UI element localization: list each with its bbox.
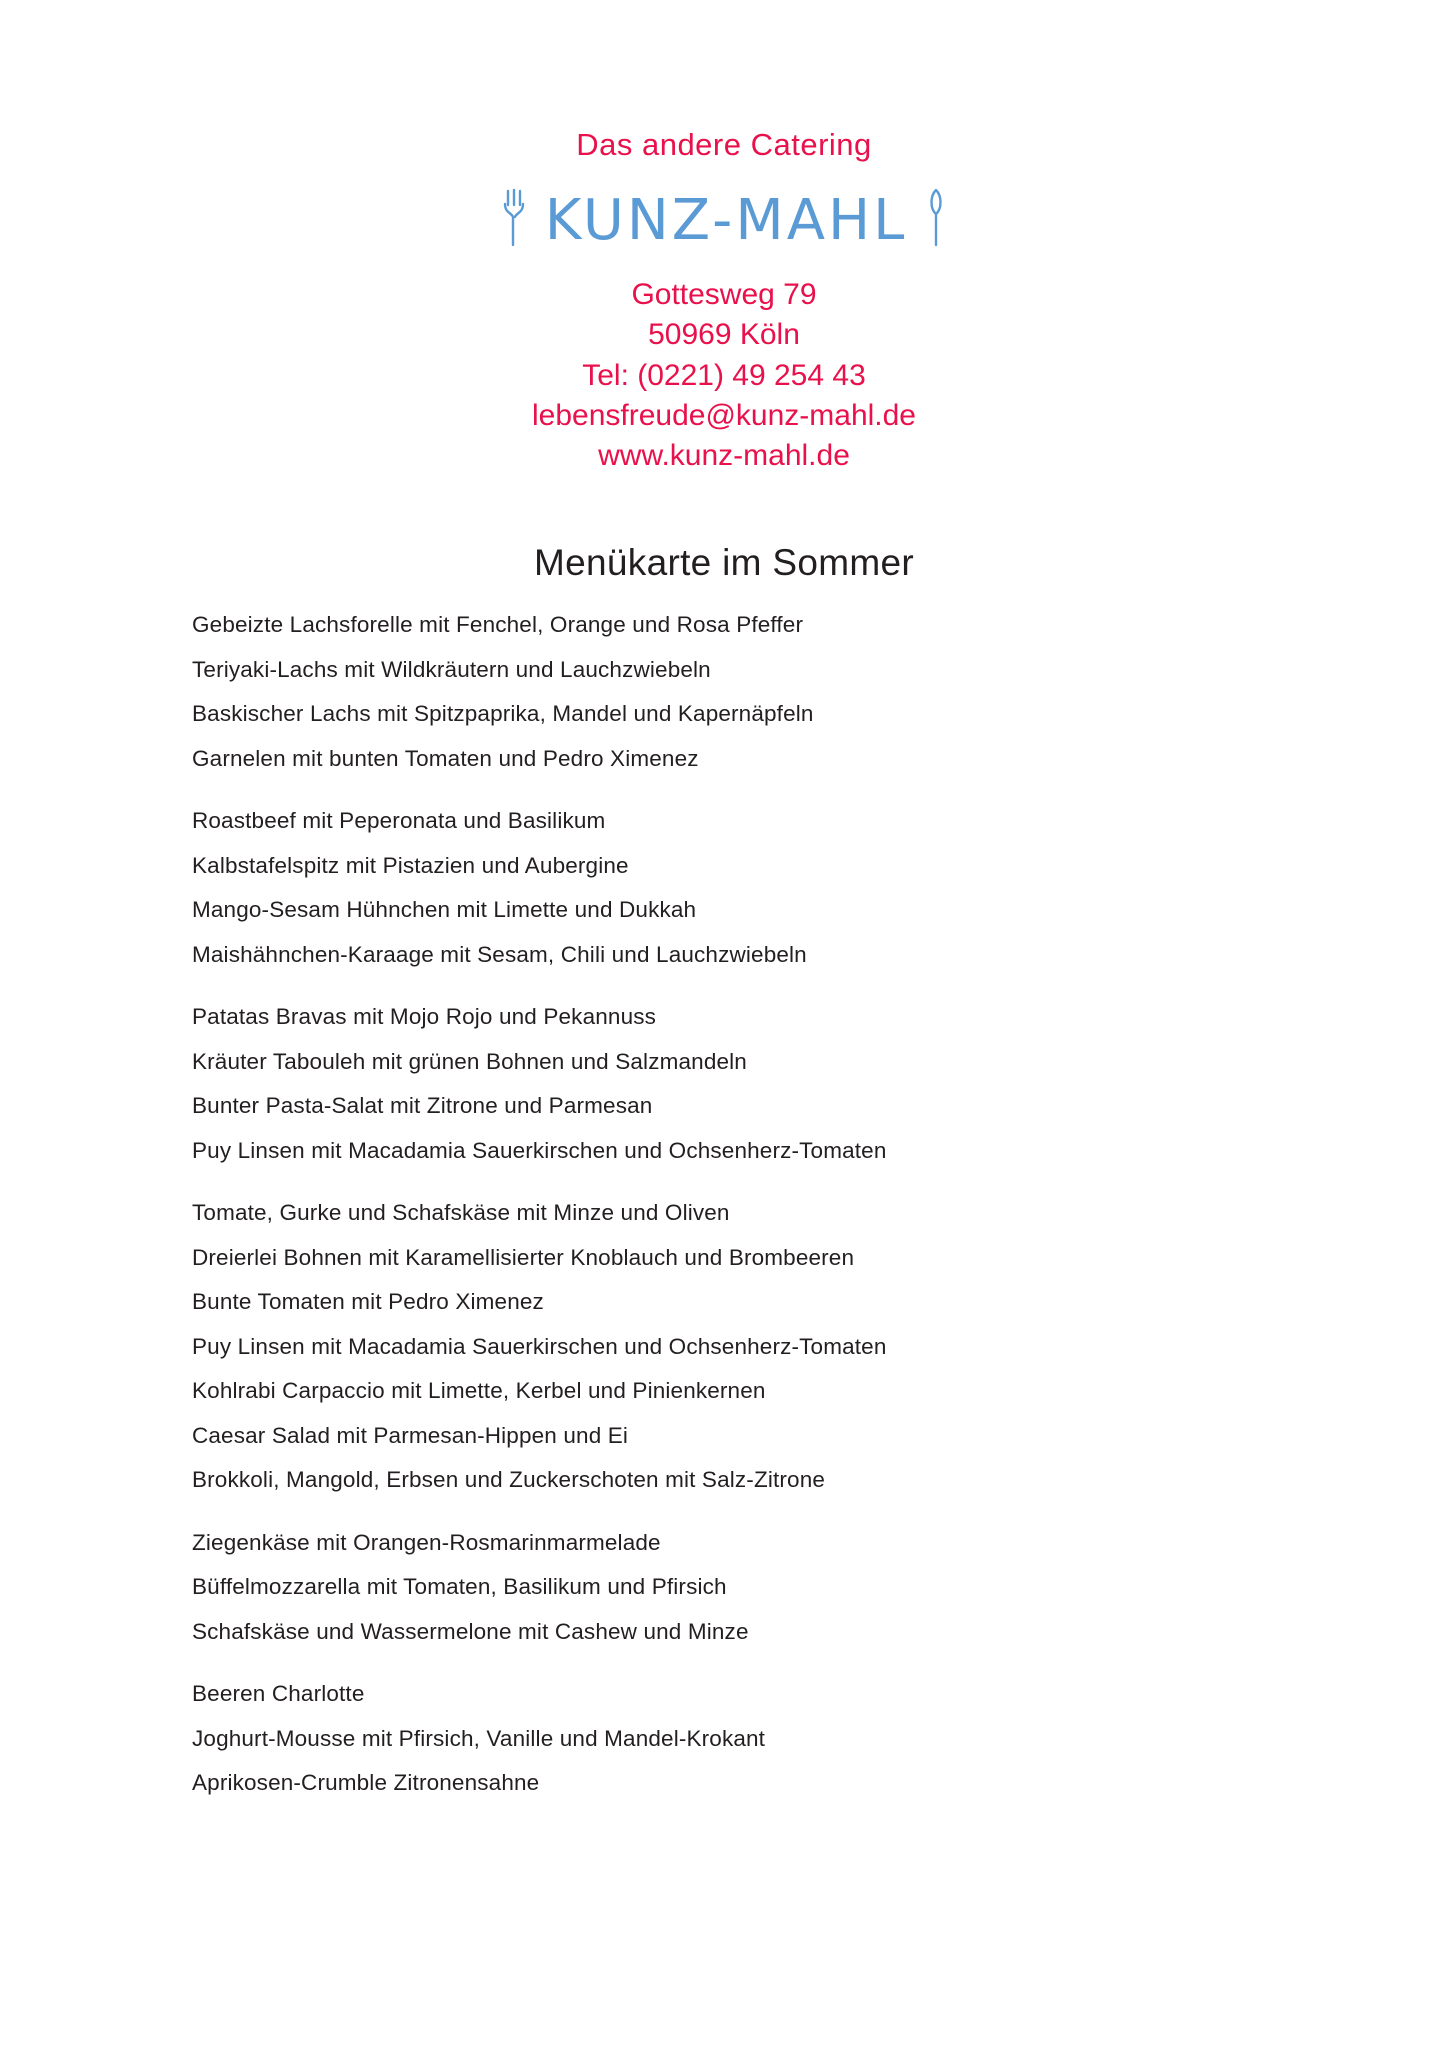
menu-group bbox=[192, 1202, 1388, 1492]
menu-item: Baskischer Lachs mit Spitzpaprika, Mandel und Kapernäpfeln bbox=[192, 701, 814, 727]
knife-icon bbox=[925, 187, 947, 254]
menu-item: Kräuter Tabouleh mit grünen Bohnen und Salzmandeln bbox=[192, 1048, 747, 1074]
menu-item: Patatas Bravas mit Mojo Rojo und Pekannuss bbox=[192, 1004, 657, 1030]
menu-group bbox=[192, 1529, 1388, 1644]
logo bbox=[0, 185, 1448, 255]
menu-item: Tomate, Gurke und Schafskäse mit Minze und Oliven bbox=[192, 1200, 730, 1226]
fork-icon bbox=[501, 187, 527, 254]
menu-item: Bunte Tomaten mit Pedro Ximenez bbox=[192, 1289, 544, 1315]
menu-item: Puy Linsen mit Macadamia Sauerkirschen und Ochsenherz-Tomaten bbox=[192, 1333, 887, 1359]
menu-item: Brokkoli, Mangold, Erbsen und Zuckerschoten mit Salz-Zitrone bbox=[192, 1467, 826, 1493]
menu-group bbox=[192, 614, 1388, 770]
page-title: Menükarte im Sommer bbox=[534, 542, 914, 584]
address-city: 50969 Köln bbox=[648, 318, 800, 352]
menu-item: Gebeizte Lachsforelle mit Fenchel, Orange und Rosa Pfeffer bbox=[192, 612, 804, 638]
menu-group bbox=[192, 1006, 1388, 1162]
menu-item: Büffelmozzarella mit Tomaten, Basilikum und Pfirsich bbox=[192, 1574, 727, 1600]
menu-group bbox=[192, 1683, 1388, 1795]
tagline: Das andere Catering bbox=[576, 127, 872, 162]
menu-item: Caesar Salad mit Parmesan-Hippen und Ei bbox=[192, 1422, 629, 1448]
address-block bbox=[0, 275, 1448, 476]
menu-item: Dreierlei Bohnen mit Karamellisierter Knoblauch und Brombeeren bbox=[192, 1244, 855, 1270]
menu-item: Kalbstafelspitz mit Pistazien und Aubergine bbox=[192, 852, 629, 878]
address-website[interactable]: www.kunz-mahl.de bbox=[598, 438, 850, 472]
menu-list bbox=[0, 614, 1448, 1795]
letterhead bbox=[0, 0, 1448, 476]
menu-item: Joghurt-Mousse mit Pfirsich, Vanille und Mandel-Krokant bbox=[192, 1725, 766, 1751]
address-street: Gottesweg 79 bbox=[631, 278, 817, 312]
menu-item: Maishähnchen-Karaage mit Sesam, Chili und Lauchzwiebeln bbox=[192, 941, 807, 967]
address-email[interactable]: lebensfreude@kunz-mahl.de bbox=[531, 398, 916, 432]
menu-item: Aprikosen-Crumble Zitronensahne bbox=[192, 1770, 540, 1796]
menu-item: Beeren Charlotte bbox=[192, 1681, 365, 1707]
address-phone: Tel: (0221) 49 254 43 bbox=[582, 358, 866, 392]
menu-item: Ziegenkäse mit Orangen-Rosmarinmarmelade bbox=[192, 1529, 661, 1555]
menu-item: Bunter Pasta-Salat mit Zitrone und Parmesan bbox=[192, 1093, 653, 1119]
menu-group bbox=[192, 810, 1388, 966]
menu-item: Schafskäse und Wassermelone mit Cashew und Minze bbox=[192, 1618, 749, 1644]
menu-item: Garnelen mit bunten Tomaten und Pedro Ximenez bbox=[192, 745, 699, 771]
menu-item: Teriyaki-Lachs mit Wildkräutern und Lauchzwiebeln bbox=[192, 656, 711, 682]
logo-wordmark: KUNZ-MAHL bbox=[544, 187, 908, 253]
menu-item: Puy Linsen mit Macadamia Sauerkirschen und Ochsenherz-Tomaten bbox=[192, 1137, 887, 1163]
menu-item: Roastbeef mit Peperonata und Basilikum bbox=[192, 808, 606, 834]
menu-item: Mango-Sesam Hühnchen mit Limette und Dukkah bbox=[192, 897, 697, 923]
menu-item: Kohlrabi Carpaccio mit Limette, Kerbel und Pinienkernen bbox=[192, 1378, 766, 1404]
